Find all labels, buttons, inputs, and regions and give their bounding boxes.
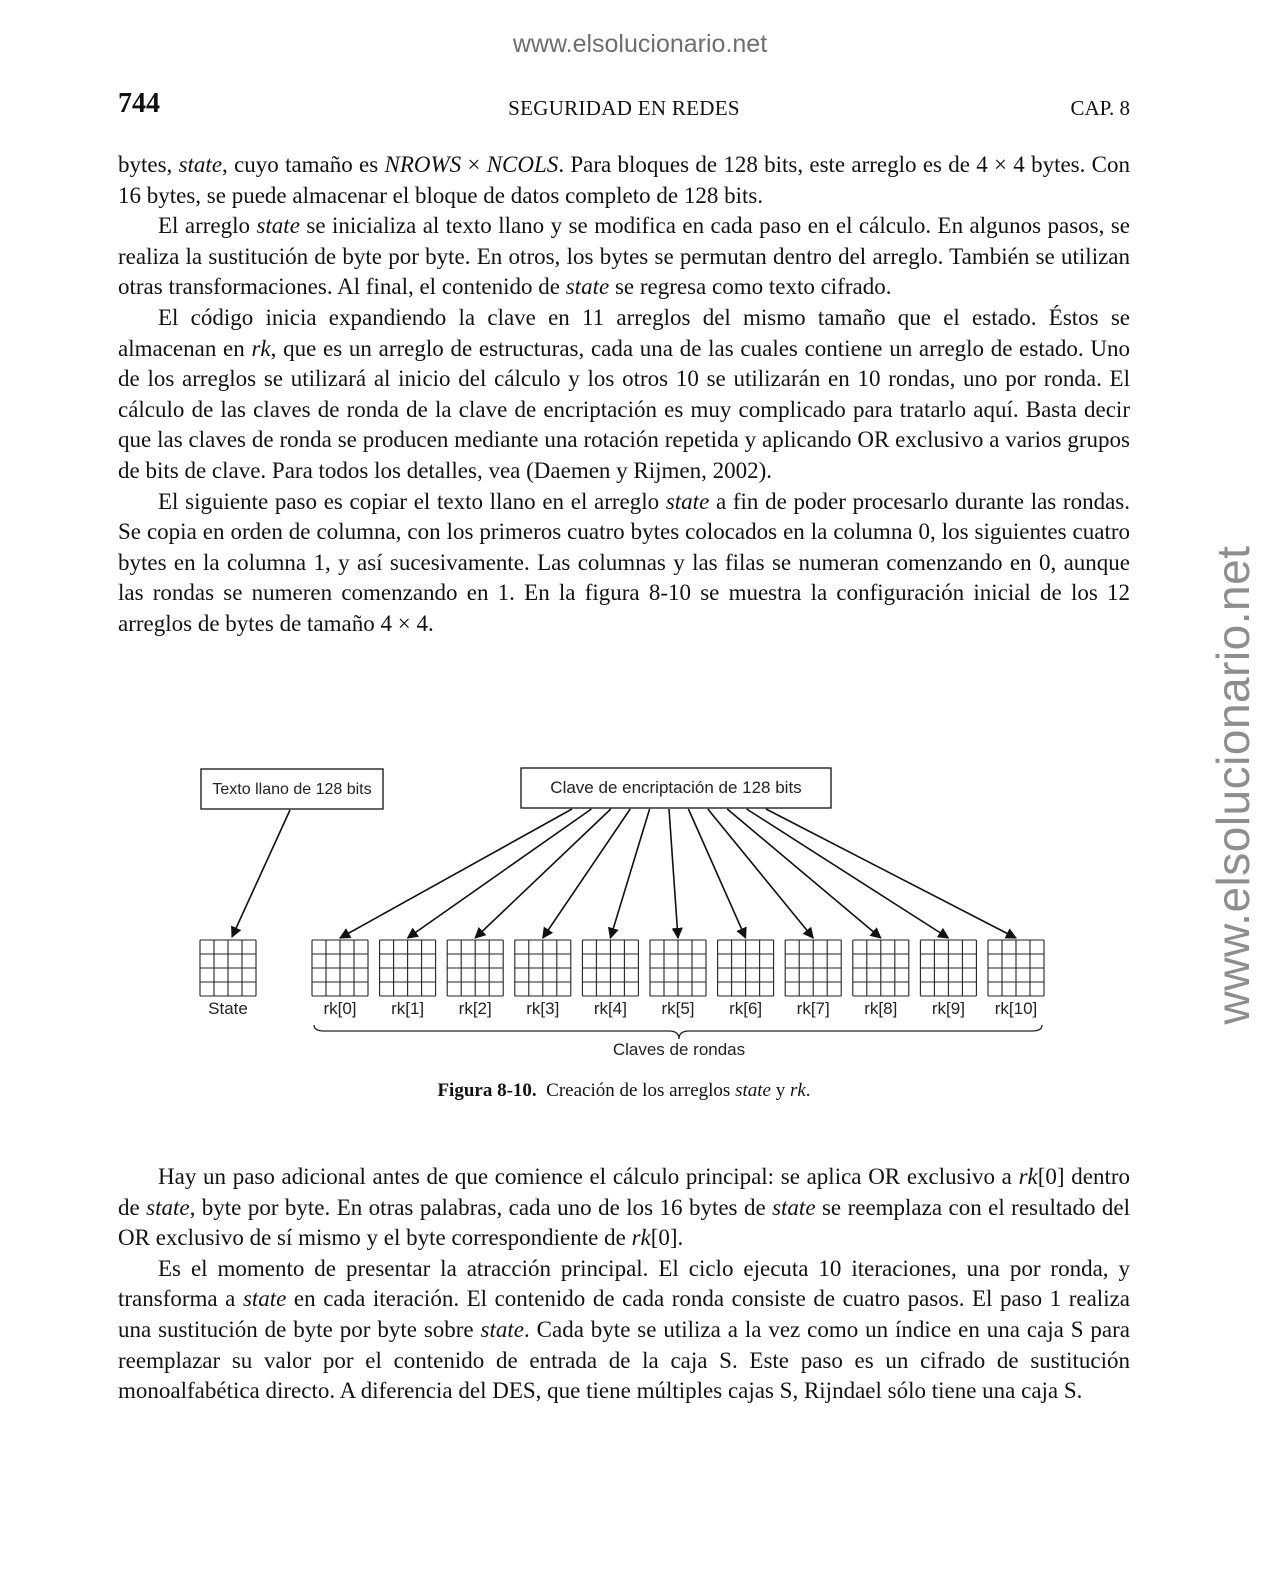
key-arrow-9: [747, 809, 949, 938]
key-arrow-0: [340, 809, 572, 938]
rk-label-3: rk[3]: [526, 999, 560, 1018]
paragraph-5: Hay un paso adicional antes de que comience el cálculo principal: se aplica OR exclusivo a rk[0] dentro de state, byte por byte. En otras palabras, cada uno de los 16 bytes de state se reemplaza con el resultado del OR exclusivo de sí mismo y el byte correspondiente de rk[0].: [118, 1164, 1130, 1251]
rk-grid-9: [920, 940, 976, 996]
key-arrow-7: [708, 809, 813, 938]
caption-label: Figura 8-10.: [437, 1080, 537, 1101]
body-text-bottom: [118, 1162, 1130, 1407]
key-arrow-6: [688, 809, 745, 938]
key-arrow-5: [669, 809, 678, 938]
state-grid: [200, 940, 256, 996]
rk-grid-7: [785, 940, 841, 996]
rk-label-8: rk[8]: [864, 999, 898, 1018]
rk-grid-10: [988, 940, 1044, 996]
round-keys-label: Claves de rondas: [612, 1040, 746, 1059]
rk-grid-0: [312, 940, 368, 996]
key-box-label: Clave de encriptación de 128 bits: [550, 778, 802, 797]
body-text-top: [118, 150, 1130, 640]
figure-diagram: [190, 755, 1070, 1065]
state-label: State: [208, 999, 248, 1018]
page-number: 744: [118, 88, 160, 119]
rk-label-7: rk[7]: [796, 999, 830, 1018]
rk-label-10: rk[10]: [994, 999, 1038, 1018]
rk-label-4: rk[4]: [593, 999, 627, 1018]
watermark-side: www.elsolucionario.net: [1207, 545, 1259, 1025]
figure-caption: Figura 8-10. Creación de los arreglos state y rk.: [437, 1080, 811, 1101]
plaintext-arrow: [232, 810, 290, 937]
rk-label-2: rk[2]: [458, 999, 492, 1018]
plaintext-box-label: Texto llano de 128 bits: [212, 781, 372, 798]
rk-label-0: rk[0]: [323, 999, 357, 1018]
rk-grid-5: [650, 940, 706, 996]
running-title: SEGURIDAD EN REDES: [508, 96, 740, 120]
rk-grid-4: [582, 940, 638, 996]
paragraph-2: El arreglo state se inicializa al texto llano y se modifica en cada paso en el cálculo. En algunos pasos, se realiza la sustitución de byte por byte. En otros, los bytes se permutan dentro del arreglo. También se utilizan otras transformaciones. Al final, el contenido de state se regresa como texto cifrado.: [118, 213, 1130, 300]
round-keys-brace: [314, 1025, 1042, 1039]
rk-grid-1: [380, 940, 436, 996]
figure-8-10: [190, 755, 1070, 1065]
rk-grid-3: [515, 940, 571, 996]
page-header: [118, 88, 1130, 124]
paragraph-3: El código inicia expandiendo la clave en 11 arreglos del mismo tamaño que el estado. Éstos se almacenan en rk, que es un arreglo de estructuras, cada una de las cuales contiene un arreglo de estado. Uno de los arreglos se utilizará al inicio del cálculo y los otros 10 se utilizarán en 10 rondas, uno por ronda. El cálculo de las claves de ronda de la clave de encriptación es muy complicado para tratarlo aquí. Basta decir que las claves de ronda se producen mediante una rotación repetida y aplicando OR exclusivo a varios grupos de bits de clave. Para todos los detalles, vea (Daemen y Rijmen, 2002).: [118, 304, 1131, 483]
watermark-top: www.elsolucionario.net: [512, 30, 768, 58]
rk-label-5: rk[5]: [661, 999, 695, 1018]
rk-grid-6: [718, 940, 774, 996]
rk-label-6: rk[6]: [729, 999, 763, 1018]
rk-grid-8: [853, 940, 909, 996]
chapter-label: CAP. 8: [1070, 96, 1130, 120]
key-arrow-2: [475, 809, 611, 938]
rk-label-9: rk[9]: [931, 999, 965, 1018]
paragraph-6: Es el momento de presentar la atracción principal. El ciclo ejecuta 10 iteraciones, una por ronda, y transforma a state en cada iteración. El contenido de cada ronda consiste de cuatro pasos. El paso 1 realiza una sustitución de byte por byte sobre state. Cada byte se utiliza a la vez como un índice en una caja S para reemplazar su valor por el contenido de entrada de la caja S. Este paso es un cifrado de sustitución monoalfabética directo. A diferencia del DES, que tiene múltiples cajas S, Rijndael sólo tiene una caja S.: [118, 1255, 1130, 1404]
rk-grid-2: [447, 940, 503, 996]
rk-label-1: rk[1]: [391, 999, 425, 1018]
paragraph-4: El siguiente paso es copiar el texto llano en el arreglo state a fin de poder procesarlo durante las rondas. Se copia en orden de columna, con los primeros cuatro bytes colocados en la columna 0, los siguientes cuatro bytes en la columna 1, y así sucesivamente. Las columnas y las filas se numeran comenzando en 0, aunque las rondas se numeren comenzando en 1. En la figura 8-10 se muestra la configuración inicial de los 12 arreglos de bytes de tamaño 4 × 4.: [118, 488, 1130, 636]
paragraph-1: bytes, state, cuyo tamaño es NROWS × NCOLS. Para bloques de 128 bits, este arreglo es de 4 × 4 bytes. Con 16 bytes, se puede almacenar el bloque de datos completo de 128 bits.: [118, 152, 1130, 208]
key-arrow-1: [408, 809, 592, 938]
